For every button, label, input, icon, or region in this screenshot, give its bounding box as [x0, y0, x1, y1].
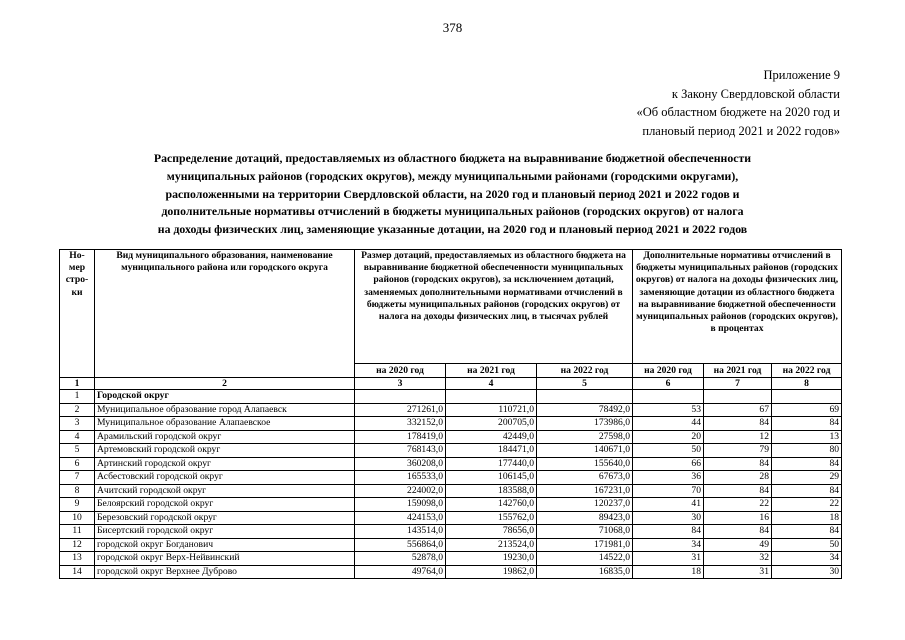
header-grant-amount: Размер дотаций, предоставляемых из областного бюджета на выравнивание бюджетной обеспеченности муниципальных районов (городских округов), за исключением дотаций, заменяемых дополнительными нормативами отчислений в бюджеты муниципальных районов (городских округов) от налога на доходы физических лиц, в тысячах рублей [355, 250, 633, 364]
empty-cell [772, 390, 842, 404]
empty-cell [704, 390, 772, 404]
column-number: 8 [772, 378, 842, 390]
grant-2022: 67673,0 [537, 471, 633, 485]
grant-2020: 143514,0 [355, 525, 446, 539]
row-number: 12 [60, 538, 95, 552]
norm-2021: 32 [704, 552, 772, 566]
column-number: 5 [537, 378, 633, 390]
norm-2022: 69 [772, 403, 842, 417]
norm-2021: 84 [704, 525, 772, 539]
table-row [60, 417, 842, 431]
grant-2020: 424153,0 [355, 511, 446, 525]
grant-2020: 332152,0 [355, 417, 446, 431]
municipality-name: Березовский городской округ [95, 511, 355, 525]
norm-2021: 67 [704, 403, 772, 417]
row-number: 1 [60, 390, 95, 404]
grant-2021: 200705,0 [446, 417, 537, 431]
norm-2021: 12 [704, 430, 772, 444]
year-header: на 2020 год [355, 364, 446, 378]
norm-2022: 84 [772, 484, 842, 498]
norm-2020: 84 [633, 525, 704, 539]
grant-2021: 213524,0 [446, 538, 537, 552]
grant-2022: 171981,0 [537, 538, 633, 552]
header-additional-norms: Дополнительные нормативы отчислений в бюджеты муниципальных районов (городских округов) от налога на доходы физических лиц, заменяющие дотации из областного бюджета на выравнивание бюджетной обеспеченности муниципальных районов (городских округов), в процентах [633, 250, 842, 364]
grant-2022: 120237,0 [537, 498, 633, 512]
municipality-name: городской округ Верх-Нейвинский [95, 552, 355, 566]
title-line: муниципальных районов (городских округов), между муниципальными районами (городскими округами), [166, 168, 739, 183]
table-row [60, 565, 842, 579]
grant-2020: 178419,0 [355, 430, 446, 444]
appendix-note [636, 66, 840, 140]
norm-2022: 30 [772, 565, 842, 579]
table-row [60, 525, 842, 539]
norm-2022: 34 [772, 552, 842, 566]
empty-cell [633, 390, 704, 404]
table-row [60, 471, 842, 485]
appendix-line: к Закону Свердловской области [671, 86, 840, 101]
norm-2021: 79 [704, 444, 772, 458]
norm-2020: 44 [633, 417, 704, 431]
grant-2022: 78492,0 [537, 403, 633, 417]
column-number: 1 [60, 378, 95, 390]
municipality-name: Артемовский городской округ [95, 444, 355, 458]
row-number: 4 [60, 430, 95, 444]
row-number: 11 [60, 525, 95, 539]
municipality-name: Асбестовский городской округ [95, 471, 355, 485]
table-row [60, 538, 842, 552]
municipality-name: Артинский городской округ [95, 457, 355, 471]
municipality-name: городской округ Верхнее Дуброво [95, 565, 355, 579]
year-header: на 2022 год [772, 364, 842, 378]
table-row [60, 430, 842, 444]
table-row [60, 444, 842, 458]
norm-2020: 36 [633, 471, 704, 485]
norm-2021: 22 [704, 498, 772, 512]
group-label: Городской округ [95, 390, 355, 404]
norm-2020: 34 [633, 538, 704, 552]
grant-2021: 177440,0 [446, 457, 537, 471]
title-line: расположенными на территории Свердловской области, на 2020 год и плановый период 2021 и 2022 годов и [165, 186, 740, 201]
grant-2022: 167231,0 [537, 484, 633, 498]
empty-cell [355, 390, 446, 404]
norm-2020: 70 [633, 484, 704, 498]
norm-2020: 53 [633, 403, 704, 417]
row-number: 9 [60, 498, 95, 512]
year-header: на 2020 год [633, 364, 704, 378]
municipality-name: Ачитский городской округ [95, 484, 355, 498]
norm-2020: 50 [633, 444, 704, 458]
norm-2021: 84 [704, 417, 772, 431]
grant-2021: 110721,0 [446, 403, 537, 417]
subsidy-table [59, 249, 842, 579]
table-row [60, 457, 842, 471]
grant-2021: 42449,0 [446, 430, 537, 444]
title-line: Распределение дотаций, предоставляемых из областного бюджета на выравнивание бюджетной обеспеченности [153, 151, 752, 165]
norm-2020: 20 [633, 430, 704, 444]
grant-2022: 89423,0 [537, 511, 633, 525]
grant-2020: 52878,0 [355, 552, 446, 566]
grant-2021: 19862,0 [446, 565, 537, 579]
row-number: 13 [60, 552, 95, 566]
norm-2022: 84 [772, 417, 842, 431]
norm-2020: 41 [633, 498, 704, 512]
page-number: 378 [442, 20, 463, 35]
grant-2022: 155640,0 [537, 457, 633, 471]
row-number: 6 [60, 457, 95, 471]
grant-2021: 142760,0 [446, 498, 537, 512]
norm-2022: 29 [772, 471, 842, 485]
table-row [60, 484, 842, 498]
grant-2021: 19230,0 [446, 552, 537, 566]
grant-2020: 224002,0 [355, 484, 446, 498]
norm-2022: 22 [772, 498, 842, 512]
grant-2020: 165533,0 [355, 471, 446, 485]
row-number: 2 [60, 403, 95, 417]
column-number: 6 [633, 378, 704, 390]
grant-2021: 106145,0 [446, 471, 537, 485]
empty-cell [446, 390, 537, 404]
header-municipality-name: Вид муниципального образования, наименование муниципального района или городского округа [95, 250, 355, 378]
grant-2021: 183588,0 [446, 484, 537, 498]
norm-2021: 84 [704, 484, 772, 498]
row-number: 14 [60, 565, 95, 579]
norm-2021: 84 [704, 457, 772, 471]
municipality-name: городской округ Богданович [95, 538, 355, 552]
appendix-line: Приложение 9 [763, 68, 840, 82]
row-number: 7 [60, 471, 95, 485]
grant-2022: 173986,0 [537, 417, 633, 431]
year-header: на 2021 год [704, 364, 772, 378]
appendix-line: «Об областном бюджете на 2020 год и [636, 105, 840, 119]
row-number: 10 [60, 511, 95, 525]
column-number: 2 [95, 378, 355, 390]
municipality-name: Белоярский городской округ [95, 498, 355, 512]
empty-cell [537, 390, 633, 404]
norm-2022: 84 [772, 457, 842, 471]
grant-2020: 159098,0 [355, 498, 446, 512]
grant-2022: 16835,0 [537, 565, 633, 579]
document-title [60, 150, 845, 239]
row-number: 3 [60, 417, 95, 431]
norm-2021: 31 [704, 565, 772, 579]
title-line: дополнительные нормативы отчислений в бюджеты муниципальных районов (городских округов) от налога [161, 204, 744, 219]
municipality-name: Муниципальное образование Алапаевское [95, 417, 355, 431]
grant-2021: 155762,0 [446, 511, 537, 525]
table-row [60, 498, 842, 512]
norm-2022: 50 [772, 538, 842, 552]
group-row [60, 390, 842, 404]
title-line: на доходы физических лиц, заменяющие указанные дотации, на 2020 год и плановый период 2021 и 2022 годов [157, 222, 748, 237]
table-row [60, 403, 842, 417]
year-header: на 2021 год [446, 364, 537, 378]
municipality-name: Бисертский городской округ [95, 525, 355, 539]
grant-2020: 768143,0 [355, 444, 446, 458]
norm-2020: 66 [633, 457, 704, 471]
column-number: 4 [446, 378, 537, 390]
municipality-name: Арамильский городской округ [95, 430, 355, 444]
grant-2022: 140671,0 [537, 444, 633, 458]
row-number: 8 [60, 484, 95, 498]
norm-2022: 84 [772, 525, 842, 539]
column-number: 3 [355, 378, 446, 390]
grant-2022: 14522,0 [537, 552, 633, 566]
row-number: 5 [60, 444, 95, 458]
norm-2020: 30 [633, 511, 704, 525]
grant-2020: 49764,0 [355, 565, 446, 579]
norm-2021: 28 [704, 471, 772, 485]
municipality-name: Муниципальное образование город Алапаевск [95, 403, 355, 417]
norm-2021: 49 [704, 538, 772, 552]
norm-2022: 18 [772, 511, 842, 525]
column-number: 7 [704, 378, 772, 390]
norm-2022: 80 [772, 444, 842, 458]
grant-2021: 78656,0 [446, 525, 537, 539]
grant-2020: 360208,0 [355, 457, 446, 471]
appendix-line: плановый период 2021 и 2022 годов» [642, 123, 840, 138]
grant-2022: 71068,0 [537, 525, 633, 539]
table-row [60, 552, 842, 566]
grant-2021: 184471,0 [446, 444, 537, 458]
norm-2020: 18 [633, 565, 704, 579]
norm-2020: 31 [633, 552, 704, 566]
norm-2021: 16 [704, 511, 772, 525]
grant-2020: 271261,0 [355, 403, 446, 417]
table-row [60, 511, 842, 525]
year-header: на 2022 год [537, 364, 633, 378]
header-row-number: Но-мер стро-ки [60, 250, 95, 378]
grant-2020: 556864,0 [355, 538, 446, 552]
norm-2022: 13 [772, 430, 842, 444]
grant-2022: 27598,0 [537, 430, 633, 444]
